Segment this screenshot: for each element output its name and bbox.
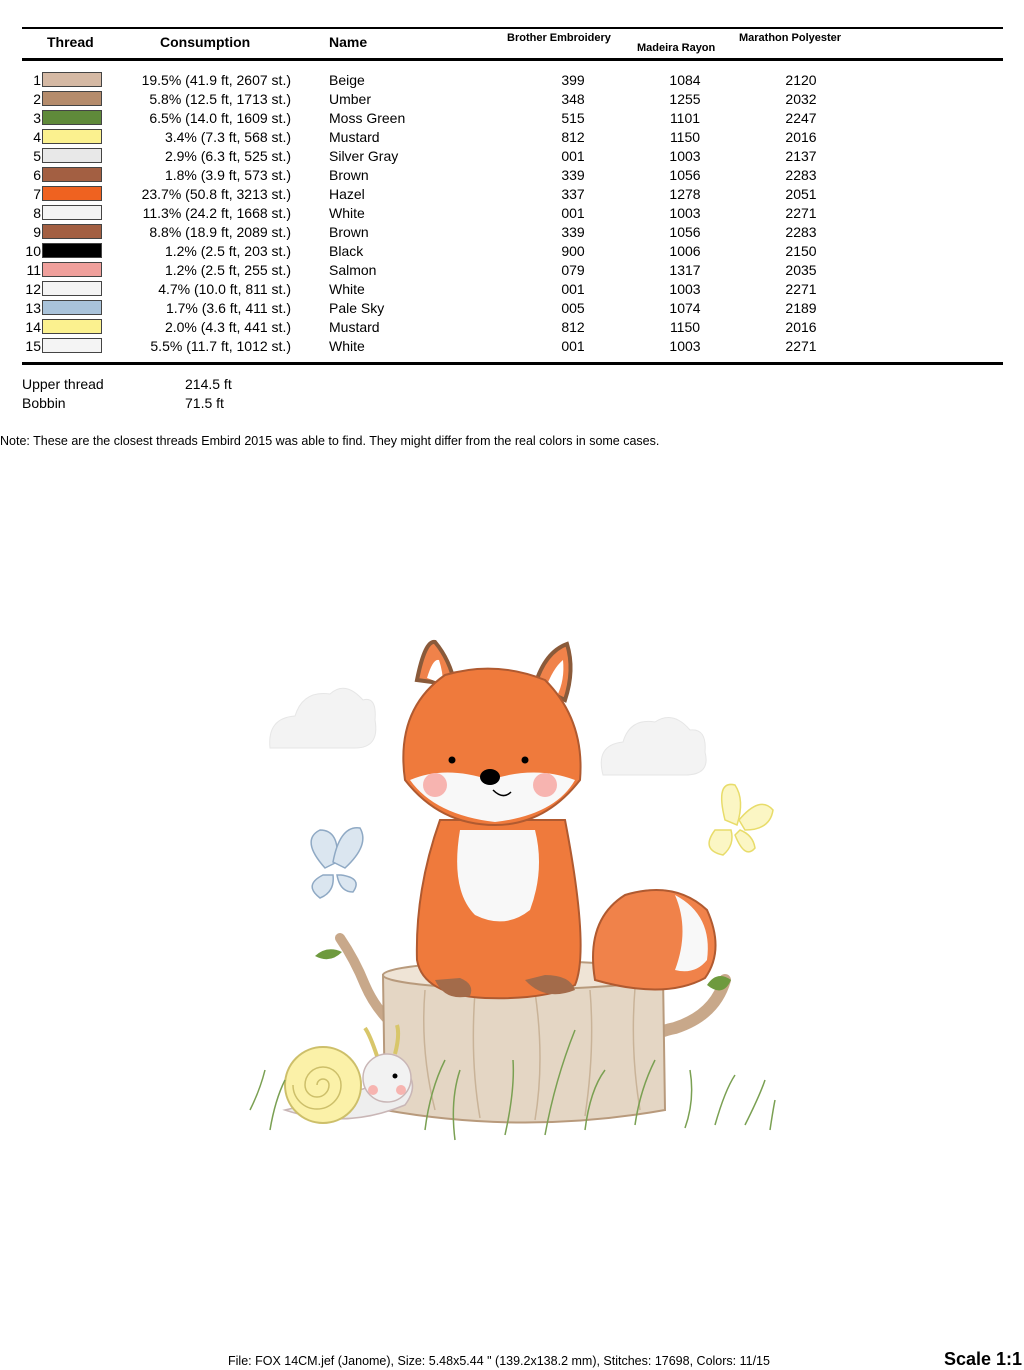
cloud-right [601,718,706,776]
marathon-code: 2271 [785,281,817,297]
marathon-code: 2016 [785,319,817,335]
brother-code: 001 [561,338,585,354]
madeira-code: 1150 [669,129,701,145]
thread-number: 12 [25,281,41,297]
color-swatch [42,205,102,220]
color-swatch [42,129,102,144]
madeira-code: 1003 [669,205,701,221]
table-row [0,318,1024,337]
color-swatch [42,281,102,296]
madeira-code: 1101 [669,110,701,126]
thread-name: Beige [329,72,365,88]
thread-name: Moss Green [329,110,406,126]
marathon-code: 2247 [785,110,817,126]
color-swatch [42,300,102,315]
file-info-footer: File: FOX 14CM.jef (Janome), Size: 5.48x5.44 " (139.2x138.2 mm), Stitches: 17698, Colors: 11/15 [228,1354,770,1368]
thread-consumption: 2.0% (4.3 ft, 441 st.) [164,319,291,335]
thread-name: Black [329,243,364,259]
thread-number: 10 [25,243,41,259]
upper-thread-label: Upper thread [22,376,104,392]
header-rule [22,58,1003,61]
thread-number: 7 [33,186,41,202]
header-madeira: Madeira Rayon [637,42,716,54]
marathon-code: 2150 [785,243,817,259]
thread-consumption: 8.8% (18.9 ft, 2089 st.) [149,224,291,240]
scale-label: Scale 1:1 [943,1349,1022,1369]
madeira-code: 1003 [669,148,701,164]
thread-name: Mustard [329,319,380,335]
brother-code: 339 [561,224,585,240]
thread-consumption: 1.8% (3.9 ft, 573 st.) [164,167,291,183]
table-row [0,109,1024,128]
color-swatch [42,186,102,201]
table-row [0,261,1024,280]
color-swatch [42,338,102,353]
marathon-code: 2035 [785,262,817,278]
thread-number: 2 [33,91,41,107]
thread-number: 6 [33,167,41,183]
table-row [0,166,1024,185]
madeira-code: 1317 [669,262,701,278]
table-row [0,337,1024,356]
table-row [0,204,1024,223]
thread-number: 13 [25,300,41,316]
madeira-code: 1056 [669,167,701,183]
thread-number: 5 [33,148,41,164]
thread-name: Pale Sky [329,300,385,316]
thread-name: Salmon [329,262,377,278]
thread-consumption: 11.3% (24.2 ft, 1668 st.) [142,205,291,221]
brother-code: 812 [561,129,585,145]
fox-head [403,642,580,825]
madeira-code: 1255 [669,91,701,107]
upper-thread-value: 214.5 ft [185,376,232,392]
color-swatch [42,262,102,277]
thread-consumption: 23.7% (50.8 ft, 3213 st.) [141,186,291,202]
color-swatch [42,148,102,163]
header-name: Name [329,34,368,50]
marathon-code: 2032 [785,91,817,107]
header-thread: Thread [47,34,94,50]
brother-code: 079 [561,262,585,278]
fox-tail [593,890,716,990]
thread-consumption: 1.2% (2.5 ft, 203 st.) [164,243,291,259]
table-row [0,147,1024,166]
header-marathon: Marathon Polyester [739,32,842,44]
marathon-code: 2189 [785,300,817,316]
top-rule [22,27,1003,29]
madeira-code: 1056 [669,224,701,240]
bobbin-label: Bobbin [22,395,66,411]
brother-code: 001 [561,205,585,221]
thread-consumption: 6.5% (14.0 ft, 1609 st.) [149,110,291,126]
thread-consumption: 5.5% (11.7 ft, 1012 st.) [150,338,291,354]
thread-consumption: 5.8% (12.5 ft, 1713 st.) [149,91,291,107]
marathon-code: 2137 [785,148,817,164]
thread-name: Mustard [329,129,380,145]
thread-consumption: 3.4% (7.3 ft, 568 st.) [164,129,291,145]
thread-name: Hazel [329,186,365,202]
marathon-code: 2016 [785,129,817,145]
thread-name: Silver Gray [329,148,399,164]
table-row [0,90,1024,109]
table-row [0,185,1024,204]
thread-consumption: 1.2% (2.5 ft, 255 st.) [164,262,291,278]
header-consumption: Consumption [160,34,251,50]
butterfly-blue [311,828,363,898]
brother-code: 900 [561,243,585,259]
brother-code: 337 [561,186,585,202]
brother-code: 515 [561,110,585,126]
thread-number: 11 [26,262,41,278]
marathon-code: 2120 [785,72,817,88]
table-row [0,299,1024,318]
cloud-left [270,688,376,748]
thread-name: Brown [329,167,369,183]
embroidery-preview [245,630,785,1170]
thread-table [0,71,1024,356]
branch-left [315,938,393,1025]
madeira-code: 1278 [669,186,701,202]
marathon-code: 2283 [785,167,817,183]
madeira-code: 1003 [669,338,701,354]
table-row [0,71,1024,90]
color-swatch [42,91,102,106]
brother-code: 001 [561,281,585,297]
color-swatch [42,72,102,87]
thread-name: Brown [329,224,369,240]
brother-code: 001 [561,148,585,164]
thread-consumption: 1.7% (3.6 ft, 411 st.) [165,300,291,316]
marathon-code: 2051 [785,186,817,202]
thread-number: 14 [25,319,41,335]
madeira-code: 1084 [669,72,701,88]
bobbin-value: 71.5 ft [185,395,224,411]
brother-code: 005 [561,300,585,316]
color-swatch [42,243,102,258]
thread-name: White [329,205,365,221]
butterfly-yellow [709,784,773,855]
thread-number: 4 [33,129,41,145]
marathon-code: 2283 [785,224,817,240]
brother-code: 399 [561,72,585,88]
thread-consumption: 4.7% (10.0 ft, 811 st.) [158,281,291,297]
thread-number: 15 [25,338,41,354]
madeira-code: 1003 [669,281,701,297]
thread-number: 8 [33,205,41,221]
thread-note: Note: These are the closest threads Embird 2015 was able to find. They might differ from the real colors in some cases. [0,434,660,448]
thread-number: 3 [33,110,41,126]
thread-number: 9 [33,224,41,240]
madeira-code: 1074 [669,300,701,316]
madeira-code: 1006 [669,243,701,259]
thread-name: White [329,281,365,297]
table-row [0,280,1024,299]
table-row [0,223,1024,242]
color-swatch [42,319,102,334]
fox-body [417,820,581,998]
thread-name: White [329,338,365,354]
brother-code: 812 [561,319,585,335]
color-swatch [42,224,102,239]
table-row [0,128,1024,147]
color-swatch [42,167,102,182]
brother-code: 348 [561,91,585,107]
brother-code: 339 [561,167,585,183]
madeira-code: 1150 [669,319,701,335]
thread-consumption: 19.5% (41.9 ft, 2607 st.) [141,72,291,88]
table-row [0,242,1024,261]
thread-consumption: 2.9% (6.3 ft, 525 st.) [164,148,291,164]
thread-number: 1 [33,72,41,88]
marathon-code: 2271 [785,205,817,221]
bottom-rule [22,362,1003,365]
marathon-code: 2271 [785,338,817,354]
color-swatch [42,110,102,125]
header-brother: Brother Embroidery [507,32,611,44]
thread-name: Umber [329,91,372,107]
